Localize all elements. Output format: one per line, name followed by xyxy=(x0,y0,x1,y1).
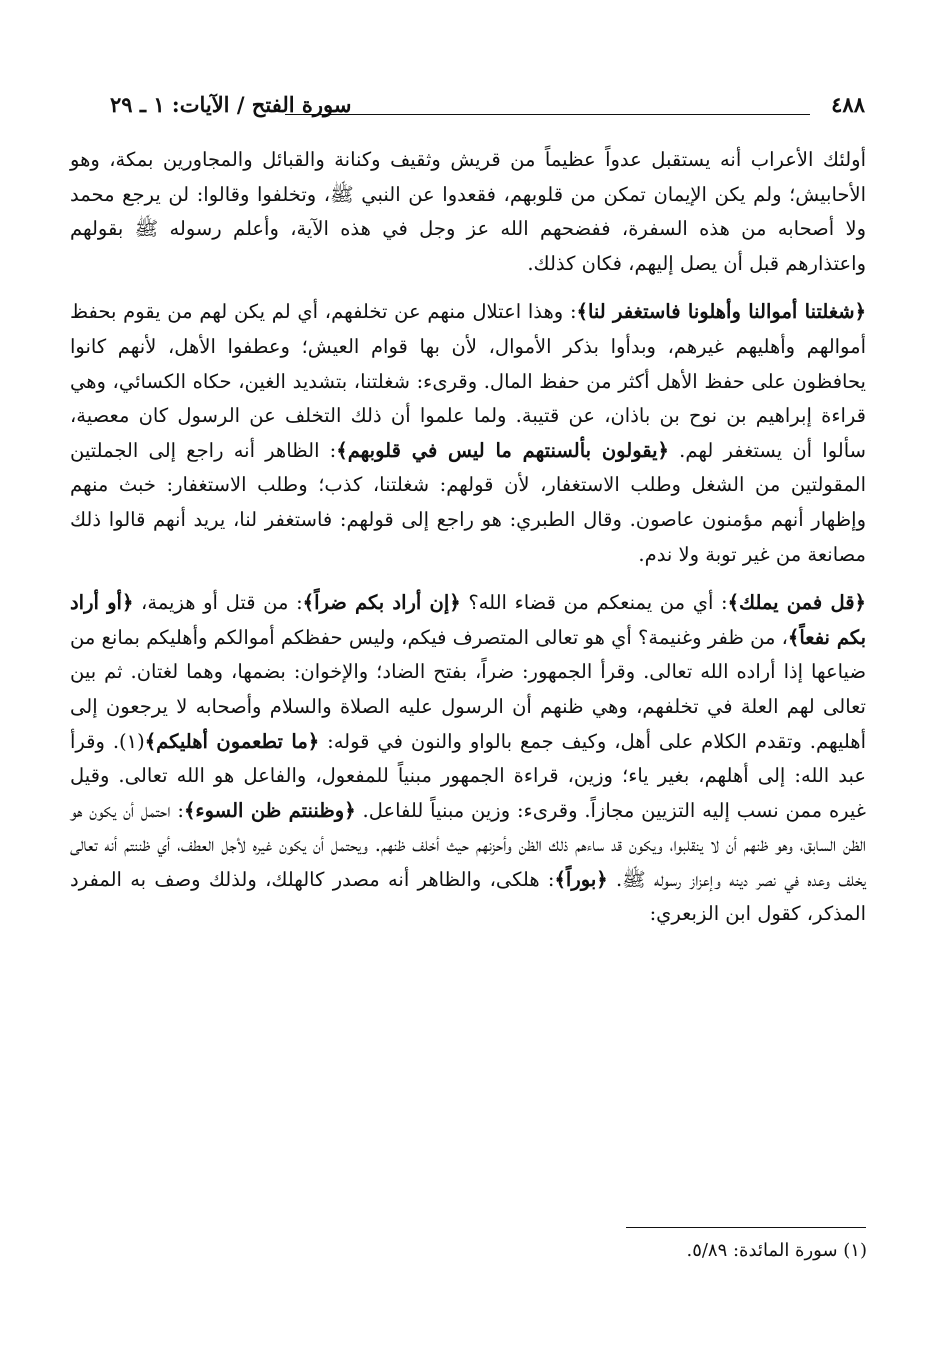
text-segment: ، من ظفر وغنيمة؟ أي هو تعالى المتصرف فيكم، وليس حفظكم أموالكم وأهليكم بمانع من ضياعها إذا أراده الله تعالى. وقرأ الجمهور: ضراً، بفتح الضاد؛ والإخوان: بضمها، وهما لغتان. ثم بين تعالى لهم العلة في تخلفهم، وهي ظنهم أن الرسول عليه الصلاة والسلام وأصحابه لا يرجعون إلى أهليهم. وتقدم الكلام على أهل، وكيف جمع بالواو والنون في قوله: xyxy=(70,625,866,753)
text-segment: : أي من يمنعكم من قضاء الله؟ xyxy=(460,591,728,615)
paragraph-2 xyxy=(70,295,866,572)
text-segment: : وهذا اعتلال منهم عن تخلفهم، أي لم يكن لهم من يقوم بحفظ أموالهم وأهليهم غيرهم، وبدأوا بذكر الأموال، لأن بها قوام العيش؛ وعطفوا الأهل، لأنهم كانوا يحافظون على حفظ الأهل أكثر من حفظ المال. وقرىء: شغلتنا، بتشديد الغين، حكاه الكسائي، وهي قراءة إبراهيم بن نوح بن باذان، عن قتيبة. ولما علموا أن ذلك التخلف عن الرسول كان معصية، سألوا أن يستغفر لهم. xyxy=(70,300,866,462)
quran-quote: ﴿شغلتنا أموالنا وأهلونا فاستغفر لنا﴾ xyxy=(576,300,866,324)
text-segment: أولئك الأعراب أنه يستقبل عدواً عظيماً من قريش وثقيف وكنانة والقبائل والمجاورين بمكة، وهو الأحابيش؛ ولم يكن الإيمان تمكن من قلوبهم، فقعدوا عن النبي ﷺ، وتخلفوا وقالوا: لن يرجع محمد ولا أصحابه من هذه السفرة، ففضحهم الله عز وجل في هذه الآية، وأعلم رسوله ﷺ بقولهم واعتذارهم قبل أن يصل إليهم، فكان كذلك. xyxy=(70,148,866,275)
page-number: ٤٨٨ xyxy=(831,92,865,117)
quran-quote: ﴿إن أراد بكم ضراً﴾ xyxy=(302,591,461,615)
body-text xyxy=(70,143,866,932)
quran-quote: ﴿ما تطعمون أهليكم﴾ xyxy=(144,729,320,753)
footnote-rule xyxy=(626,1227,866,1228)
text-segment: : الظاهر أنه راجع إلى الجملتين المقولتين من الشغل وطلب الاستغفار، لأن قولهم: شغلتنا، كذب؛ وطلب الاستغفار: خبث منهم وإظهار أنهم مؤمنون عاصون. وقال الطبري: هو راجع إلى قولهم: فاستغفر لنا، يريد أنهم قالوا ذلك مصانعة من غير توبة ولا ندم. xyxy=(70,438,866,566)
paragraph-1 xyxy=(70,143,866,281)
quran-quote: ﴿وظننتم ظن السوء﴾ xyxy=(184,798,356,822)
text-segment: : من قتل أو هزيمة، xyxy=(133,591,303,615)
quran-quote: ﴿بوراً﴾ xyxy=(554,867,608,891)
paragraph-3 xyxy=(70,586,866,932)
text-segment: : هلكى، والظاهر أنه مصدر كالهلك، ولذلك وصف به المفرد المذكر، كقول ابن الزبعري: xyxy=(70,867,866,926)
quran-quote: ﴿يقولون بألسنتهم ما ليس في قلوبهم﴾ xyxy=(336,438,669,462)
page-header xyxy=(110,92,865,126)
text-segment: (١). وقرأ عبد الله: إلى أهلهم، بغير ياء؛ وزين، قراءة الجمهور مبنياً للمفعول، والفاعل هو الله تعالى. وقيل غيره ممن نسب إليه التزيين مجازاً. وقرىء: وزين مبنياً للفاعل. xyxy=(70,729,867,822)
footnote: (١) سورة المائدة: ٥/٨٩. xyxy=(686,1240,867,1261)
quran-quote: ﴿أو أراد بكم نفعاً﴾ xyxy=(70,591,866,649)
text-segment: : احتمل أن يكون هو الظن السابق، وهو ظنهم أن لا ينقلبوا، ويكون قد ساءهم ذلك الظن وأحزنهم حيث أخلف ظنهم. ويحتمل أن يكون غيره لأجل العطف، أي ظننتم أنه تعالى يخلف وعده في نصر دينه وإعزاز رسوله ﷺ. xyxy=(70,798,866,891)
header-rule xyxy=(285,114,810,115)
running-title: سورة الفتح / الآيات: ١ ـ ٢٩ xyxy=(110,92,352,117)
quran-quote: ﴿قل فمن يملك﴾ xyxy=(727,591,866,615)
